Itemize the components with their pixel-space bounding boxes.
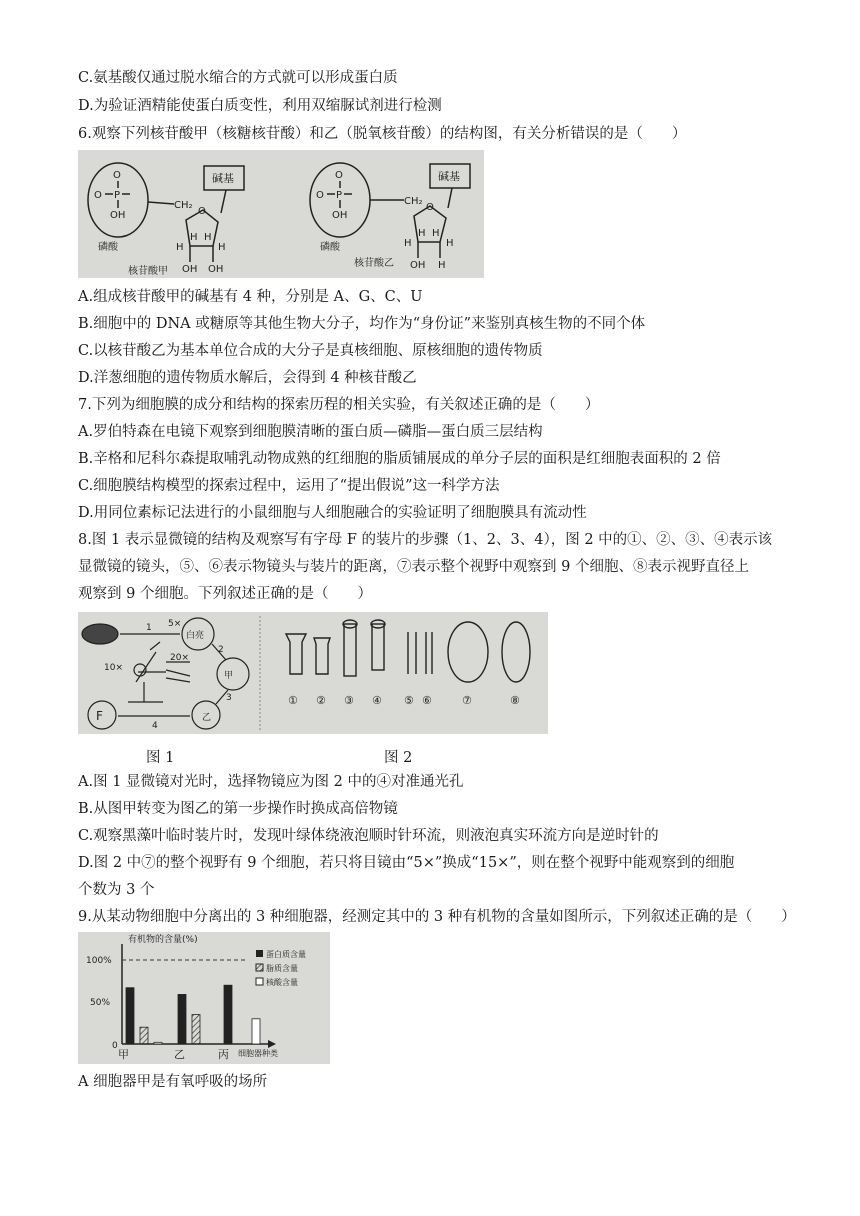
organelle-composition-chart: [78, 932, 330, 1064]
distance-5-label: ⑤: [404, 694, 414, 707]
option-b: B.从图甲转变为图乙的第一步操作时换成高倍物镜: [78, 801, 398, 817]
step-label: 2: [218, 645, 224, 655]
distance-6-label: ⑥: [422, 694, 432, 707]
option-a: A.罗伯特森在电镜下观察到细胞膜清晰的蛋白质—磷脂—蛋白质三层结构: [78, 424, 543, 440]
step-label: 3: [226, 693, 232, 703]
microscope-figure: [78, 612, 548, 734]
atom-oh: OH: [182, 264, 198, 275]
atom-oh: OH: [208, 264, 224, 275]
option-b: B.细胞中的 DNA 或糖原等其他生物大分子，均作为“身份证”来鉴别真核生物的不同个体: [78, 316, 646, 332]
bar-protein-1: [178, 994, 186, 1044]
option-d-cont: 个数为 3 个: [78, 882, 155, 898]
bar-lipid-1: [192, 1015, 200, 1044]
chart-xlabel: 细胞器种类: [238, 1049, 278, 1058]
phosphate-label: 磷酸: [98, 242, 118, 253]
legend-protein: 蛋白质含量: [266, 950, 306, 959]
atom-oh: OH: [110, 210, 126, 221]
option-d: D.洋葱细胞的遗传物质水解后，会得到 4 种核苷酸乙: [78, 370, 417, 386]
question-8-stem-cont: 观察到 9 个细胞。下列叙述正确的是（ ）: [78, 586, 372, 602]
figure-2-diagram: [286, 620, 530, 682]
base-label: 碱基: [438, 170, 460, 183]
option-c: C.观察黑藻叶临时装片时，发现叶绿体绕液泡顺时针环流，则液泡真实环流方向是逆时针的: [78, 828, 659, 844]
question-6-stem: 6.观察下列核苷酸甲（核糖核苷酸）和乙（脱氧核苷酸）的结构图，有关分析错误的是（ ）: [78, 126, 687, 142]
nucleotide-structure-figure: [78, 150, 484, 278]
legend-nucleic: 核酸含量: [266, 978, 298, 987]
question-9-stem: 9.从某动物细胞中分离出的 3 种细胞器，经测定其中的 3 种有机物的含量如图所示，下列叙述正确的是（ ）: [78, 909, 796, 925]
category-yi: 乙: [174, 1048, 185, 1061]
yi-label: 乙: [202, 713, 212, 723]
bar-lipid-0: [140, 1027, 148, 1044]
legend-swatch-nucleic: [256, 978, 263, 985]
view-8-label: ⑧: [510, 694, 520, 707]
atom-ch2: CH₂: [404, 196, 423, 207]
option-d: D.用同位素标记法进行的小鼠细胞与人细胞融合的实验证明了细胞膜具有流动性: [78, 505, 587, 521]
legend-swatch-protein: [256, 950, 263, 957]
atom-o: O: [198, 206, 206, 217]
atom-o: O: [94, 190, 102, 201]
atom-h: H: [176, 242, 184, 253]
lens-10x-label: 10×: [104, 663, 123, 673]
lens-3-label: ③: [344, 694, 354, 707]
bar-series: [126, 985, 260, 1044]
bar-protein-2: [224, 985, 232, 1044]
atom-o: O: [316, 190, 324, 201]
atom-oh: OH: [332, 210, 348, 221]
bright-label: 白亮: [186, 631, 205, 641]
step-label: 4: [152, 721, 158, 731]
ytick-100: 100%: [86, 956, 112, 966]
option-a: A.组成核苷酸甲的碱基有 4 种，分别是 A、G、C、U: [78, 289, 423, 305]
nucleotide-yi-name: 核苷酸乙: [354, 258, 394, 269]
lens-2-label: ②: [316, 694, 326, 707]
f-label: F: [96, 709, 103, 723]
option-c: C.以核苷酸乙为基本单位合成的大分子是真核细胞、原核细胞的遗传物质: [78, 343, 543, 359]
question-8-stem: 8.图 1 表示显微镜的结构及观察写有字母 F 的装片的步骤（1、2、3、4），图 2 中的①、②、③、④表示该: [78, 532, 773, 548]
atom-h: H: [218, 242, 226, 253]
x-axis-arrow: [268, 1040, 276, 1048]
text-line: D.为验证酒精能使蛋白质变性，利用双缩脲试剂进行检测: [78, 98, 442, 114]
atom-h: H: [432, 228, 440, 239]
atom-h: H: [190, 232, 198, 243]
atom-ch2: CH₂: [174, 200, 193, 211]
atom-h: H: [204, 232, 212, 243]
option-b: B.辛格和尼科尔森提取哺乳动物成熟的红细胞的脂质铺展成的单分子层的面积是红细胞表面积的 2 倍: [78, 451, 721, 467]
legend-swatch-lipid: [256, 964, 263, 971]
legend-lipid: 脂质含量: [266, 964, 298, 973]
base-label: 碱基: [212, 172, 234, 185]
question-7-stem: 7.下列为细胞膜的成分和结构的探索历程的相关实验，有关叙述正确的是（ ）: [78, 397, 600, 413]
atom-p: P: [114, 190, 121, 201]
step-label: 1: [146, 623, 152, 633]
nucleotide-yi-text: [316, 169, 460, 271]
figure-1-caption: 图 1: [146, 750, 175, 766]
atom-o: O: [335, 170, 343, 181]
option-c: C.细胞膜结构模型的探索过程中，运用了“提出假说”这一科学方法: [78, 478, 500, 494]
chart-legend: [256, 949, 306, 987]
option-a: A.图 1 显微镜对光时，选择物镜应为图 2 中的④对准通光孔: [78, 774, 464, 790]
phosphate-label: 磷酸: [320, 242, 340, 253]
bar-nucleic-0: [154, 1042, 162, 1044]
jia-label: 甲: [224, 671, 234, 681]
atom-o: O: [426, 202, 434, 213]
ytick-50: 50%: [90, 998, 111, 1008]
bar-nucleic-2: [252, 1019, 260, 1044]
view-7-label: ⑦: [462, 694, 472, 707]
option-a: A 细胞器甲是有氧呼吸的场所: [78, 1074, 268, 1090]
figure-2-caption: 图 2: [384, 750, 413, 766]
question-8-stem-cont: 显微镜的镜头，⑤、⑥表示物镜头与装片的距离，⑦表示整个视野中观察到 9 个细胞、⑧表示视野直径上: [78, 559, 749, 575]
nucleotide-jia-name: 核苷酸甲: [128, 266, 168, 277]
atom-h: H: [438, 260, 446, 271]
text-line: C.氨基酸仅通过脱水缩合的方式就可以形成蛋白质: [78, 70, 398, 86]
atom-h: H: [418, 228, 426, 239]
atom-h: H: [446, 238, 454, 249]
lens-5x-label: 5×: [168, 619, 182, 629]
lens-20x-label: 20×: [170, 653, 189, 663]
category-bing: 丙: [218, 1048, 229, 1061]
atom-oh: OH: [410, 260, 426, 271]
lens-4-label: ④: [372, 694, 382, 707]
lens-1-label: ①: [288, 694, 298, 707]
atom-o: O: [113, 170, 121, 181]
ytick-0: 0: [112, 1041, 118, 1051]
bar-protein-0: [126, 988, 134, 1044]
chart-ylabel: 有机物的含量(%): [128, 935, 198, 945]
figure-2-text: [288, 694, 520, 707]
atom-p: P: [336, 190, 343, 201]
option-d: D.图 2 中⑦的整个视野有 9 个细胞，若只将目镜由“5×”换成“15×”，则在整个视野中能观察到的细胞: [78, 855, 735, 871]
category-jia: 甲: [118, 1048, 129, 1061]
atom-h: H: [404, 238, 412, 249]
